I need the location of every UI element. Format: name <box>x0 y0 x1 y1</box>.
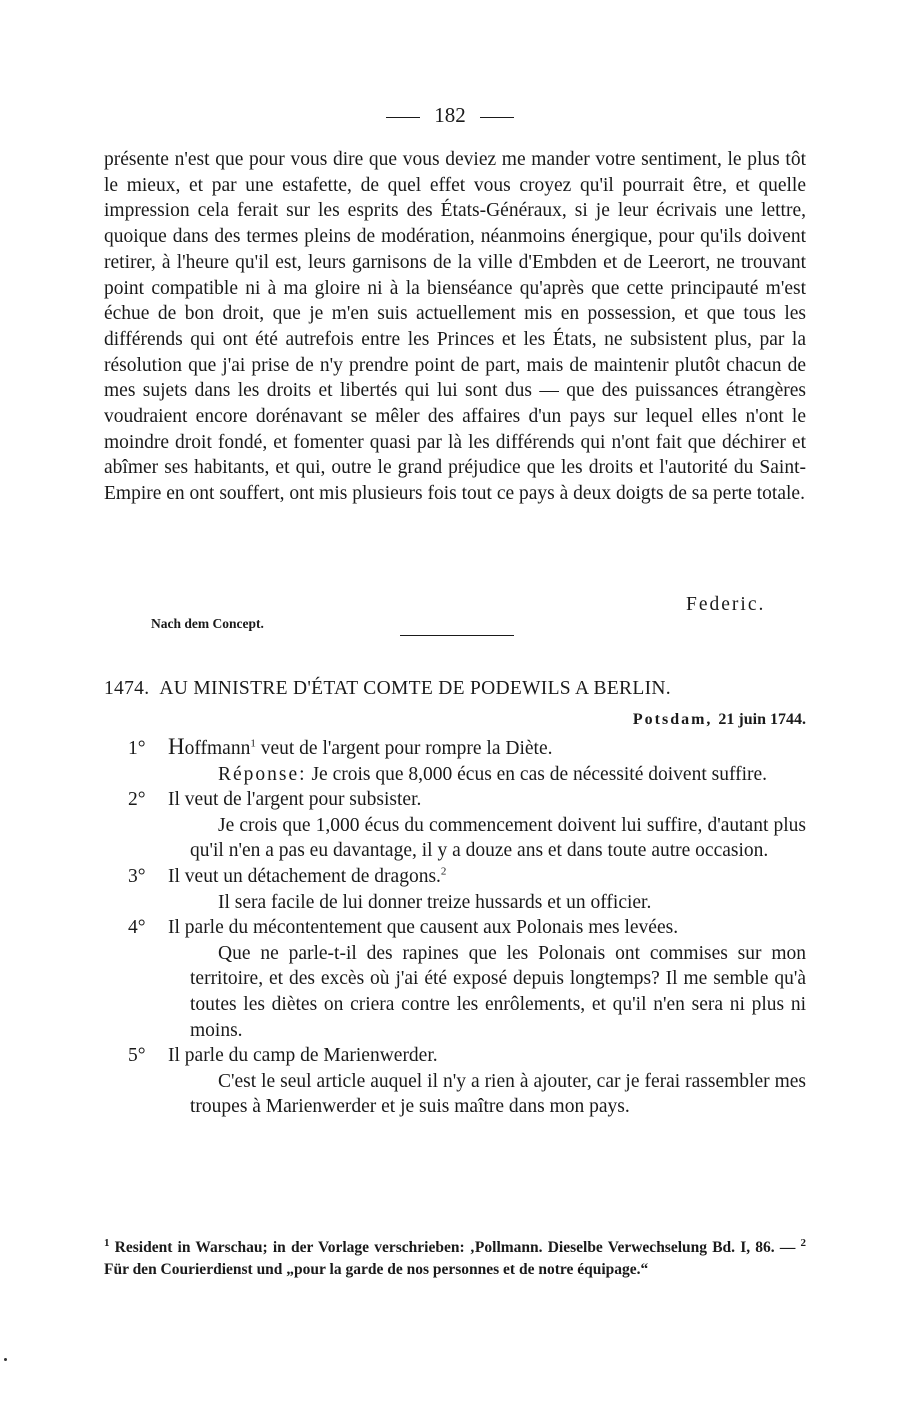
item-answer <box>104 762 806 788</box>
item-question-rest: veut de l'argent pour rompre la Diète. <box>255 738 553 759</box>
item-question-text: Il parle du mécontentement que causent aux Polonais mes levées. <box>168 917 679 939</box>
letter-number: 1474. <box>104 678 150 699</box>
continuation-block <box>104 147 806 507</box>
item-number: 5° <box>128 1045 146 1067</box>
item-question-text: offmann <box>184 738 251 759</box>
item-answer: Je crois que 1,000 écus du commencement doivent lui suffire, d'autant plus qu'il n'en a pas eu davantage, il y a douze ans et dans toute autre occasion. <box>190 814 806 862</box>
dateline-date: 21 juin 1744. <box>718 711 806 728</box>
footnote-text: Für den Courierdienst und „pour la garde de nos personnes et de notre équipage.“ <box>104 1261 649 1278</box>
dateline <box>633 711 806 729</box>
section-divider <box>400 635 514 636</box>
item-initial: H <box>168 734 185 759</box>
response-label: Réponse: <box>218 763 307 785</box>
item-number: 3° <box>128 865 146 887</box>
list-item <box>104 787 806 864</box>
item-answer-text: Je crois que 8,000 écus en cas de nécessité doivent suffire. <box>306 763 768 785</box>
page-number: 182 <box>434 103 466 127</box>
item-question-text: Il veut un détachement de dragons. <box>168 865 441 887</box>
continuation-paragraph <box>104 147 806 507</box>
list-item <box>104 1043 806 1120</box>
dateline-place: Potsdam, <box>632 711 713 728</box>
footnote-number: 1 <box>104 1236 110 1249</box>
header-rule-left <box>386 117 420 118</box>
page-header <box>0 102 900 128</box>
footnote-ref: 2 <box>440 865 447 878</box>
letter-title: AU MINISTRE D'ÉTAT COMTE DE PODEWILS A BERLIN. <box>159 678 671 699</box>
header-rule-right <box>480 117 514 118</box>
item-answer: Que ne parle-t-il des rapines que les Polonais ont commises sur mon territoire, et des excès où j'ai été exposé depuis longtemps? Il me semble qu'à toutes les diètes on criera contre les enrôlements, et qu'il n'en sera ni plus ni moins. <box>190 942 806 1041</box>
item-question <box>104 1043 806 1069</box>
footnote-text: Resident in Warschau; in der Vorlage verschrieben: ‚Pollmann. Dieselbe Verwechselung Bd. I, 86. — <box>109 1239 801 1256</box>
item-number: 2° <box>128 789 146 811</box>
item-question <box>104 787 806 813</box>
item-answer: Il sera facile de lui donner treize hussards et un officier. <box>218 891 652 913</box>
letter-items <box>104 734 806 1120</box>
footnote-ref: 1 <box>250 737 256 750</box>
item-number: 4° <box>128 917 146 939</box>
footnotes <box>104 1237 806 1281</box>
item-question <box>104 864 806 890</box>
source-note: Nach dem Concept. <box>151 616 264 631</box>
continuation-text: présente n'est que pour vous dire que vous deviez me mander votre sentiment, le plus tôt le mieux, et par une estafette, de quel effet vous croyez qu'il pourrait être, et quelle impression cela ferait sur les esprits des États-Généraux, si je leur écrivais une lettre, quoique dans des termes pleins de modération, néanmoins énergique, pour qu'ils doivent retirer, à l'heure qu'il est, leurs garnisons de la ville d'Embden et de Leerort, ne trouvant point compatible ni à ma gloire ni à la bienséance qu'après que cette principauté m'est échue de bon droit, que je m'en suis actuellement mis en possession, et que tous les différends qui ont été autrefois entre les Princes et les États, ne subsistent plus, par la résolution que j'ai prise de n'y prendre point de part, mais de maintenir plutôt chacun de mes sujets dans les droits et libertés qui lui sont dus — que des puissances étrangères voudraient encore dorénavant se mêler des affaires d'un pays sur lequel elles n'ont le moindre droit fondé, et fomenter quasi par là les différends qui n'ont fait que déchirer et abîmer ses habitants, et qui, outre le grand préjudice que les droits et l'autorité du Saint-Empire en ont souffert, ont mis plusieurs fois tout ce pays à deux doigts de sa perte totale. <box>104 149 806 505</box>
signature: Federic. <box>686 594 766 615</box>
item-question-text: Il parle du camp de Marienwerder. <box>168 1045 438 1067</box>
item-answer: C'est le seul article auquel il n'y a rien à ajouter, car je ferai rassembler mes troupes à Marienwerder et je suis maître dans mon pays. <box>190 1070 806 1118</box>
print-speck <box>4 1358 7 1361</box>
item-question <box>104 915 806 941</box>
footnote-number: 2 <box>800 1236 806 1249</box>
list-item <box>104 864 806 915</box>
list-item <box>104 915 806 1043</box>
item-number: 1° <box>128 738 146 759</box>
item-question-text: Il veut de l'argent pour subsister. <box>168 789 422 811</box>
item-question <box>104 734 806 762</box>
letter-heading <box>104 676 806 702</box>
list-item <box>104 734 806 787</box>
